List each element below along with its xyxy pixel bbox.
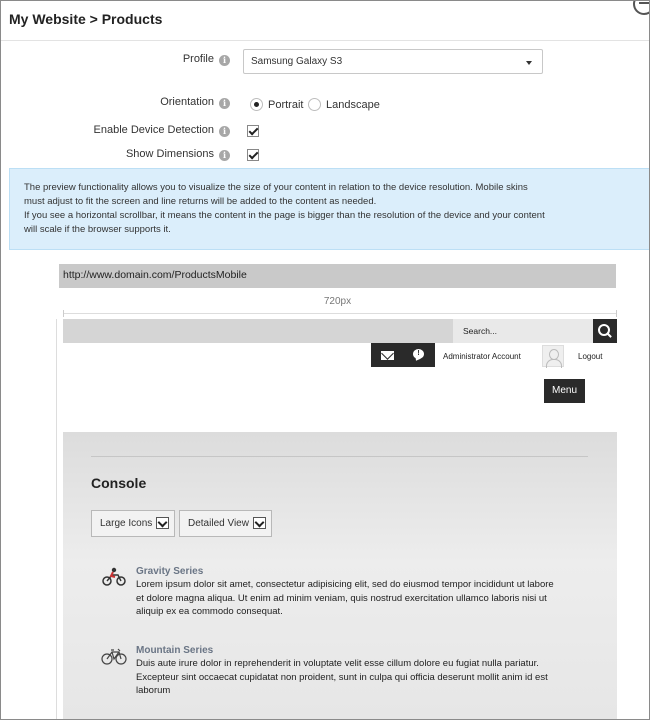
search-icon[interactable]	[593, 319, 617, 343]
view-size-select[interactable]	[91, 510, 175, 537]
info-icon[interactable]: i	[219, 150, 230, 161]
info-text-line: The preview functionality allows you to visualize the size of your content in relation to the device resolution. Mobile skins	[24, 182, 528, 193]
dimension-ruler-vertical	[56, 319, 57, 720]
info-icon[interactable]: i	[219, 98, 230, 109]
show-dimensions-label: Show Dimensions	[125, 148, 214, 160]
landscape-label: Landscape	[326, 99, 380, 111]
site-header	[63, 343, 617, 432]
list-item	[101, 566, 561, 621]
dimension-tick	[63, 310, 64, 317]
preview-url: http://www.domain.com/ProductsMobile	[59, 264, 616, 288]
notification-bar	[371, 343, 435, 367]
product-name[interactable]: Mountain Series	[136, 645, 214, 656]
device-preview	[63, 319, 617, 720]
chevron-down-icon	[156, 517, 169, 529]
info-text-line: must adjust to fit the screen and line returns will be added to the content as needed.	[24, 196, 377, 207]
info-text-line: If you see a horizontal scrollbar, it means the content in the page is bigger than the resolution of the device and your content	[24, 210, 545, 221]
chevron-down-icon	[526, 61, 532, 65]
view-size-value: Large Icons	[100, 518, 153, 529]
info-text-line: will scale if the browser supports it.	[24, 224, 171, 235]
profile-label: Profile	[182, 53, 214, 65]
mail-icon[interactable]	[381, 351, 394, 360]
divider	[91, 456, 588, 457]
console-title: Console	[91, 475, 147, 491]
mountain-bike-icon	[101, 645, 127, 667]
product-description: Duis aute irure dolor in reprehenderit in voluptate velit esse cillum dolore eu fugiat nulla pariatur. Excepteur sint occaecat cupidatat non proident, sunt in culpa qui officia deserunt mollit anim id est laborum	[136, 658, 548, 696]
dimension-ruler	[63, 313, 617, 314]
info-message	[9, 168, 650, 250]
avatar[interactable]	[542, 345, 564, 367]
product-name[interactable]: Gravity Series	[136, 566, 204, 577]
menu-button[interactable]: Menu	[544, 379, 585, 403]
device-detection-label: Enable Device Detection	[93, 124, 214, 136]
page-title: My Website > Products	[9, 11, 163, 27]
show-dimensions-checkbox[interactable]	[247, 149, 259, 161]
bmx-bike-icon	[101, 566, 127, 588]
portrait-label: Portrait	[268, 99, 304, 111]
chevron-down-icon	[253, 517, 266, 529]
logout-link[interactable]: Logout	[578, 352, 603, 361]
landscape-radio[interactable]	[308, 98, 321, 111]
product-description: Lorem ipsum dolor sit amet, consectetur adipisicing elit, sed do eiusmod tempor incididunt ut labore et dolore magna aliqua. Ut enim ad minim veniam, quis nostrud exercitation ullamco laboris nisi ut aliquip ex ea commodo consequat.	[136, 579, 554, 617]
view-mode-value: Detailed View	[188, 518, 249, 529]
chat-icon[interactable]: !	[413, 349, 424, 359]
info-icon[interactable]: i	[219, 55, 230, 66]
title-bar	[1, 1, 650, 41]
device-detection-checkbox[interactable]	[247, 125, 259, 137]
account-link[interactable]: Administrator Account	[443, 352, 521, 361]
info-icon[interactable]: i	[219, 126, 230, 137]
portrait-radio[interactable]	[250, 98, 263, 111]
dimension-tick	[616, 310, 617, 317]
site-search-input[interactable]: Search...	[453, 319, 617, 343]
profile-select-value: Samsung Galaxy S3	[251, 56, 343, 67]
list-item	[101, 645, 561, 700]
orientation-label: Orientation	[160, 96, 214, 108]
site-content	[63, 432, 617, 720]
profile-select[interactable]	[243, 49, 543, 74]
view-mode-select[interactable]	[179, 510, 272, 537]
dimension-label: 720px	[323, 296, 352, 307]
